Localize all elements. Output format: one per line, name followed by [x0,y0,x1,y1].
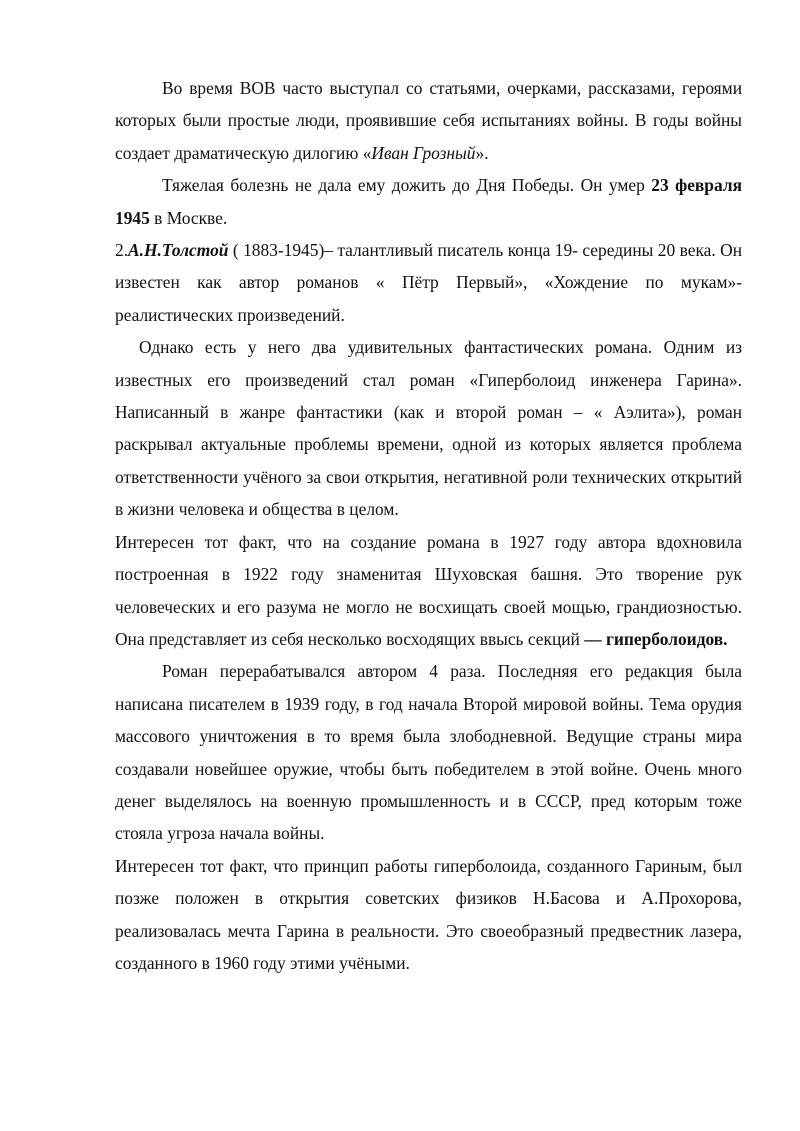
text-run: в Москве. [149,207,228,228]
document-page [115,72,742,979]
paragraph-7 [115,850,742,980]
text-run: Во время ВОВ часто выступал со статьями, очерками, рассказами, героями которых были простые люди, проявившие себя испытаниях войны. В годы войны создает драматическую дилогию « [115,78,742,163]
text-run: Интересен тот факт, что принцип работы гиперболоида, созданного Гариным, был позже положен в открытия советских физиков Н.Басова и А.Прохорова, реализовалась мечта Гарина в реальности. Это своеобразный предвестник лазера, созданного в 1960 году этими учёными. [115,855,742,973]
text-run: Тяжелая болезнь не дала ему дожить до Дня Победы. Он умер [162,175,652,196]
paragraph-4 [115,331,742,525]
italic-title-ivan-grozny: Иван Грозный [371,142,476,163]
paragraph-2 [115,169,742,234]
text-run: ( 1883-1945)– талантливый писатель конца 19- середины 20 века. Он известен как автор романов « Пётр Первый», «Хождение по мукам»- реалистических произведений. [115,240,742,325]
text-run: Роман перерабатывался автором 4 раза. Последняя его редакция была написана писателем в 1939 году, в год начала Второй мировой войны. Тема орудия массового уничтожения в то время была злободневной. Ведущие страны мира создавали новейшее оружие, чтобы быть победителем в этой войне. Очень много денег выделялось на военную промышленность и в СССР, пред которым тоже стояла угроза начала войны. [115,661,742,844]
paragraph-5 [115,526,742,656]
bold-death-date: 23 февраля 1945 [115,175,742,228]
bold-hyperboloids: — гиперболоидов. [584,628,728,649]
text-run: Однако есть у него два удивительных фантастических романа. Одним из известных его произведений стал роман «Гиперболоид инженера Гарина». Написанный в жанре фантастики (как и второй роман – « Аэлита»), роман раскрывал актуальные проблемы времени, одной из которых является проблема ответственности учёного за свои открытия, негативной роли технических открытий в жизни человека и общества в целом. [115,337,742,520]
text-run: Интересен тот факт, что на создание романа в 1927 году автора вдохновила построенная в 1922 году знаменитая Шуховская башня. Это творение рук человеческих и его разума не могло не восхищать своей мощью, грандиозностью. Она представляет из себя несколько восходящих ввысь секций [115,531,742,649]
list-number: 2. [115,240,129,261]
paragraph-3 [115,234,742,331]
paragraph-6 [115,655,742,849]
paragraph-1 [115,72,742,169]
text-run: ». [475,142,489,163]
author-name: А.Н.Толстой [128,240,229,261]
